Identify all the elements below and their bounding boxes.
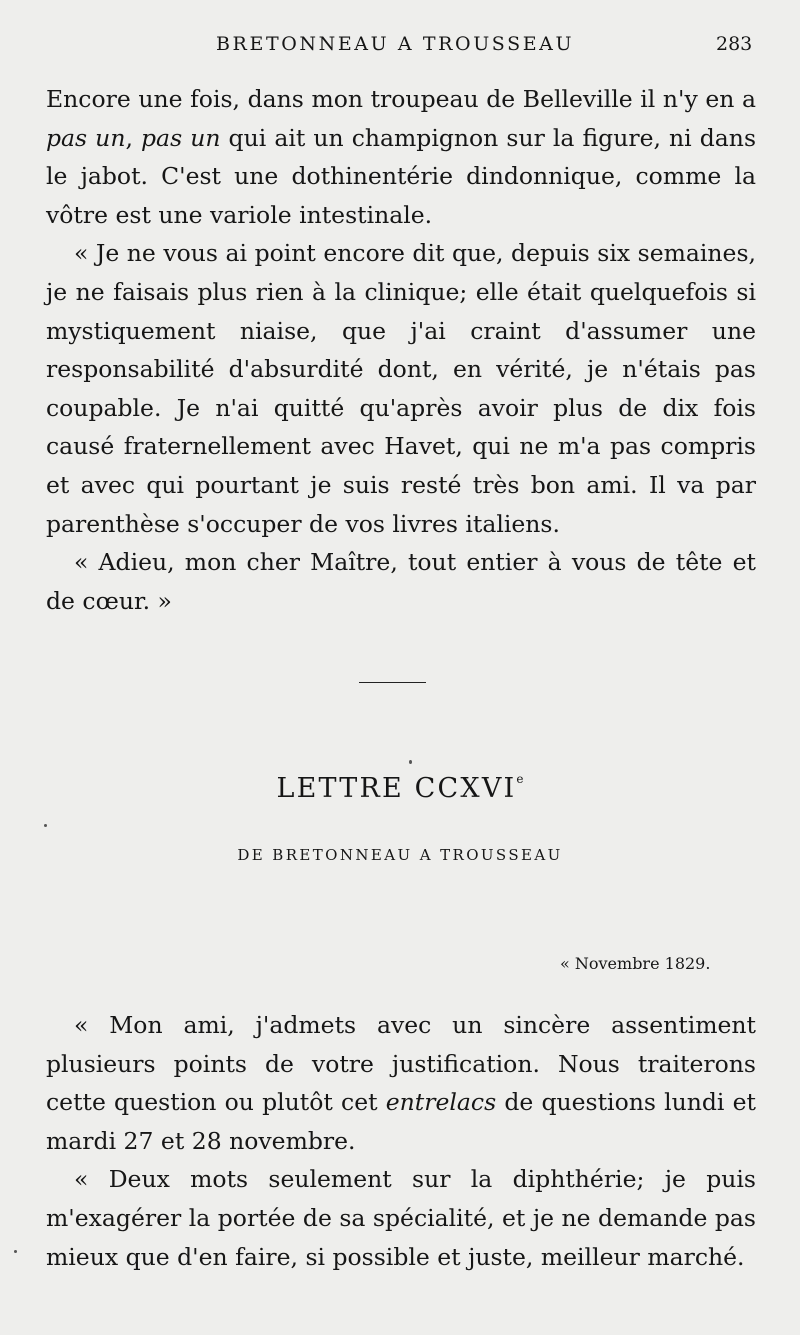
- print-speck: [409, 760, 412, 764]
- letter-continuation: [46, 80, 756, 620]
- letter-subheading: DE BRETONNEAU A TROUSSEAU: [237, 846, 563, 864]
- paragraph: Encore une fois, dans mon troupeau de Belleville il n'y en a pas un, pas un qui ait un champignon sur la figure, ni dans le jabot. C'est une dothinentérie dindonnique, comme la vôtre est une variole intestinale.: [46, 85, 757, 229]
- paragraph: « Deux mots seulement sur la diphthérie; je puis m'exagérer la portée de sa spécialité, et je ne demande pas mieux que d'en faire, si possible et juste, meilleur marché.: [46, 1165, 756, 1271]
- running-title: BRETONNEAU A TROUSSEAU: [216, 33, 575, 55]
- letter-body: [46, 1006, 756, 1276]
- print-speck: [14, 1250, 17, 1253]
- heading-superscript: e: [516, 772, 524, 786]
- paragraph: « Je ne vous ai point encore dit que, depuis six semaines, je ne faisais plus rien à la clinique; elle était quelquefois si mystiquement niaise, que j'ai craint d'assumer une responsabilité d'absurdité dont, en vérité, je n'étais pas coupable. Je n'ai quitté qu'après avoir plus de dix fois causé fraternellement avec Havet, qui ne m'a pas compris et avec qui pourtant je suis resté très bon ami. Il va par parenthèse s'occuper de vos livres italiens.: [46, 239, 756, 538]
- emphasis: pas un: [46, 123, 126, 152]
- emphasis: entrelacs: [385, 1088, 497, 1117]
- paragraph: « Adieu, mon cher Maître, tout entier à vous de tête et de cœur. »: [46, 548, 756, 615]
- section-divider: [359, 682, 426, 683]
- page-number: 283: [716, 33, 753, 55]
- print-speck: [44, 824, 47, 827]
- running-head: [0, 33, 800, 59]
- paragraph: « Mon ami, j'admets avec un sincère assentiment plusieurs points de votre justification. Nous traiterons cette question ou plutôt cet entrelacs de questions lundi et mardi 27 et 28 novembre.: [46, 1011, 756, 1155]
- emphasis: pas un: [141, 123, 221, 152]
- letter-date: « Novembre 1829.: [560, 954, 711, 973]
- letter-heading: LETTRE CCXVIe: [276, 772, 524, 804]
